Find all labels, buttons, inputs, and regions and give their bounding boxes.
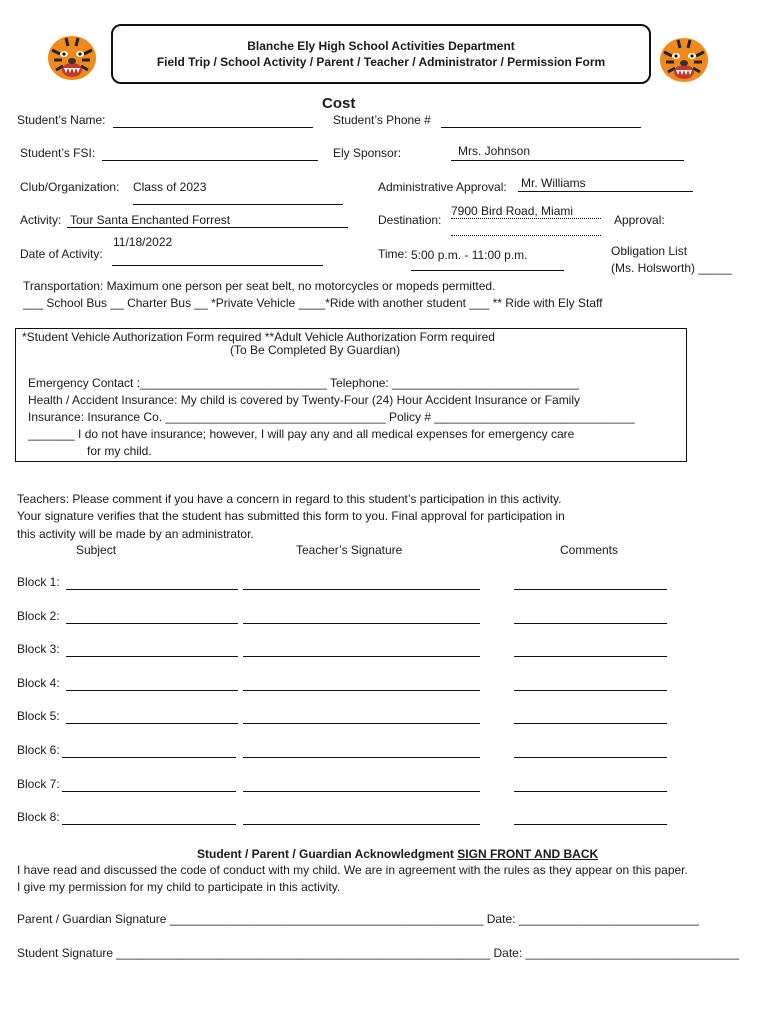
club-field[interactable] xyxy=(133,190,343,205)
form-header xyxy=(111,24,651,84)
student-signature-line[interactable]: Student Signature ________________________________________________________ Date: ________________________________ xyxy=(17,946,740,960)
block-teacher-signature-field[interactable] xyxy=(243,676,480,691)
activity-field[interactable] xyxy=(67,213,348,228)
block-subject-field[interactable] xyxy=(66,709,238,724)
club-value: Class of 2023 xyxy=(133,180,207,194)
time-field[interactable] xyxy=(411,256,564,271)
date-field[interactable] xyxy=(112,251,323,266)
student-phone-field[interactable] xyxy=(441,113,641,128)
block-teacher-signature-field[interactable] xyxy=(243,777,480,792)
block-teacher-signature-field[interactable] xyxy=(243,642,480,657)
destination-field-line2[interactable] xyxy=(451,221,601,236)
block-comments-field[interactable] xyxy=(514,743,667,758)
col-teacher-signature: Teacher’s Signature xyxy=(296,543,403,557)
health-insurance-text: Health / Accident Insurance: My child is covered by Twenty-Four (24) Hour Accident Insurance or Family xyxy=(28,393,581,407)
activity-value: Tour Santa Enchanted Forrest xyxy=(70,213,231,227)
destination-label: Destination: xyxy=(378,213,442,227)
club-label: Club/Organization: xyxy=(20,180,120,194)
ack-text-1: I have read and discussed the code of conduct with my child. We are in agreement with the rules as they appear on this paper. xyxy=(17,863,688,877)
emergency-contact-line[interactable]: Emergency Contact :____________________________ Telephone: ____________________________ xyxy=(28,376,579,390)
time-label: Time: xyxy=(378,247,408,261)
header-form-title: Field Trip / School Activity / Parent / Teacher / Administrator / Permission Form xyxy=(156,55,606,69)
header-department: Blanche Ely High School Activities Department xyxy=(247,39,515,53)
block-label: Block 2: xyxy=(17,609,60,623)
col-subject: Subject xyxy=(76,543,117,557)
ely-sponsor-value: Mrs. Johnson xyxy=(458,144,531,158)
guardian-note: (To Be Completed By Guardian) xyxy=(230,343,401,357)
block-label: Block 5: xyxy=(17,709,60,723)
block-subject-field[interactable] xyxy=(66,575,238,590)
block-subject-field[interactable] xyxy=(62,810,236,825)
block-comments-field[interactable] xyxy=(514,709,667,724)
teachers-instructions-2: Your signature verifies that the student has submitted this form to you. Final approval for participation in xyxy=(17,509,565,523)
teachers-instructions-1: Teachers: Please comment if you have a concern in regard to this student’s participation in this activity. xyxy=(17,492,562,506)
admin-approval-value: Mr. Williams xyxy=(521,176,586,190)
block-label: Block 8: xyxy=(17,810,60,824)
tiger-logo-left xyxy=(44,28,100,84)
block-comments-field[interactable] xyxy=(514,575,667,590)
parent-signature-line[interactable]: Parent / Guardian Signature _______________________________________________ Date: ___________________________ xyxy=(17,912,699,926)
ack-title-text: Student / Parent / Guardian Acknowledgment xyxy=(197,847,454,861)
cost-label: Cost xyxy=(322,95,356,112)
block-subject-field[interactable] xyxy=(66,609,238,624)
block-teacher-signature-field[interactable] xyxy=(243,743,480,758)
block-label: Block 6: xyxy=(17,743,60,757)
date-label: Date of Activity: xyxy=(20,247,103,261)
obligation-holsworth: (Ms. Holsworth) _____ xyxy=(611,261,732,275)
block-label: Block 3: xyxy=(17,642,60,656)
date-value: 11/18/2022 xyxy=(113,235,173,249)
admin-approval-field[interactable] xyxy=(518,177,693,192)
block-teacher-signature-field[interactable] xyxy=(243,609,480,624)
block-teacher-signature-field[interactable] xyxy=(243,709,480,724)
ely-sponsor-field[interactable] xyxy=(451,146,684,161)
no-insurance-line2: for my child. xyxy=(87,444,152,458)
time-value: 5:00 p.m. - 11:00 p.m. xyxy=(411,248,528,262)
ely-sponsor-label: Ely Sponsor: xyxy=(333,146,402,160)
student-name-label: Student’s Name: xyxy=(17,113,106,127)
block-label: Block 7: xyxy=(17,777,60,791)
student-fsi-label: Student’s FSI: xyxy=(20,146,96,160)
student-name-field[interactable] xyxy=(113,113,313,128)
student-phone-label: Student’s Phone # xyxy=(333,113,431,127)
teachers-instructions-3: this activity will be made by an administrator. xyxy=(17,527,254,541)
insurance-company-line[interactable]: Insurance: Insurance Co. _________________________________ Policy # ______________________________ xyxy=(28,410,635,424)
approval-label: Approval: xyxy=(614,213,665,227)
transportation-text: Transportation: Maximum one person per seat belt, no motorcycles or mopeds permitted. xyxy=(23,279,496,293)
block-subject-field[interactable] xyxy=(62,743,236,758)
ack-title-emphasis: SIGN FRONT AND BACK xyxy=(457,847,599,861)
destination-value: 7900 Bird Road, Miami xyxy=(451,204,574,218)
block-comments-field[interactable] xyxy=(514,676,667,691)
block-comments-field[interactable] xyxy=(514,810,667,825)
block-teacher-signature-field[interactable] xyxy=(243,810,480,825)
block-subject-field[interactable] xyxy=(66,676,238,691)
block-comments-field[interactable] xyxy=(514,609,667,624)
ack-text-2: I give my permission for my child to participate in this activity. xyxy=(17,880,341,894)
admin-approval-label: Administrative Approval: xyxy=(378,180,507,194)
vehicle-form-note: *Student Vehicle Authorization Form required **Adult Vehicle Authorization Form required xyxy=(22,330,495,344)
block-teacher-signature-field[interactable] xyxy=(243,575,480,590)
block-label: Block 1: xyxy=(17,575,60,589)
block-subject-field[interactable] xyxy=(62,777,236,792)
col-comments: Comments xyxy=(560,543,619,557)
transportation-options[interactable]: ___ School Bus __ Charter Bus __ *Private Vehicle ____*Ride with another student ___ ** Ride with Ely Staff xyxy=(23,296,603,310)
no-insurance-line[interactable]: _______ I do not have insurance; however, I will pay any and all medical expenses for emergency care xyxy=(28,427,575,441)
destination-field[interactable] xyxy=(451,204,601,219)
block-subject-field[interactable] xyxy=(66,642,238,657)
tiger-logo-right xyxy=(656,30,712,86)
block-label: Block 4: xyxy=(17,676,60,690)
ack-title xyxy=(197,847,598,861)
student-fsi-field[interactable] xyxy=(102,146,318,161)
block-comments-field[interactable] xyxy=(514,642,667,657)
block-comments-field[interactable] xyxy=(514,777,667,792)
activity-label: Activity: xyxy=(20,213,62,227)
obligation-label: Obligation List xyxy=(611,244,688,258)
